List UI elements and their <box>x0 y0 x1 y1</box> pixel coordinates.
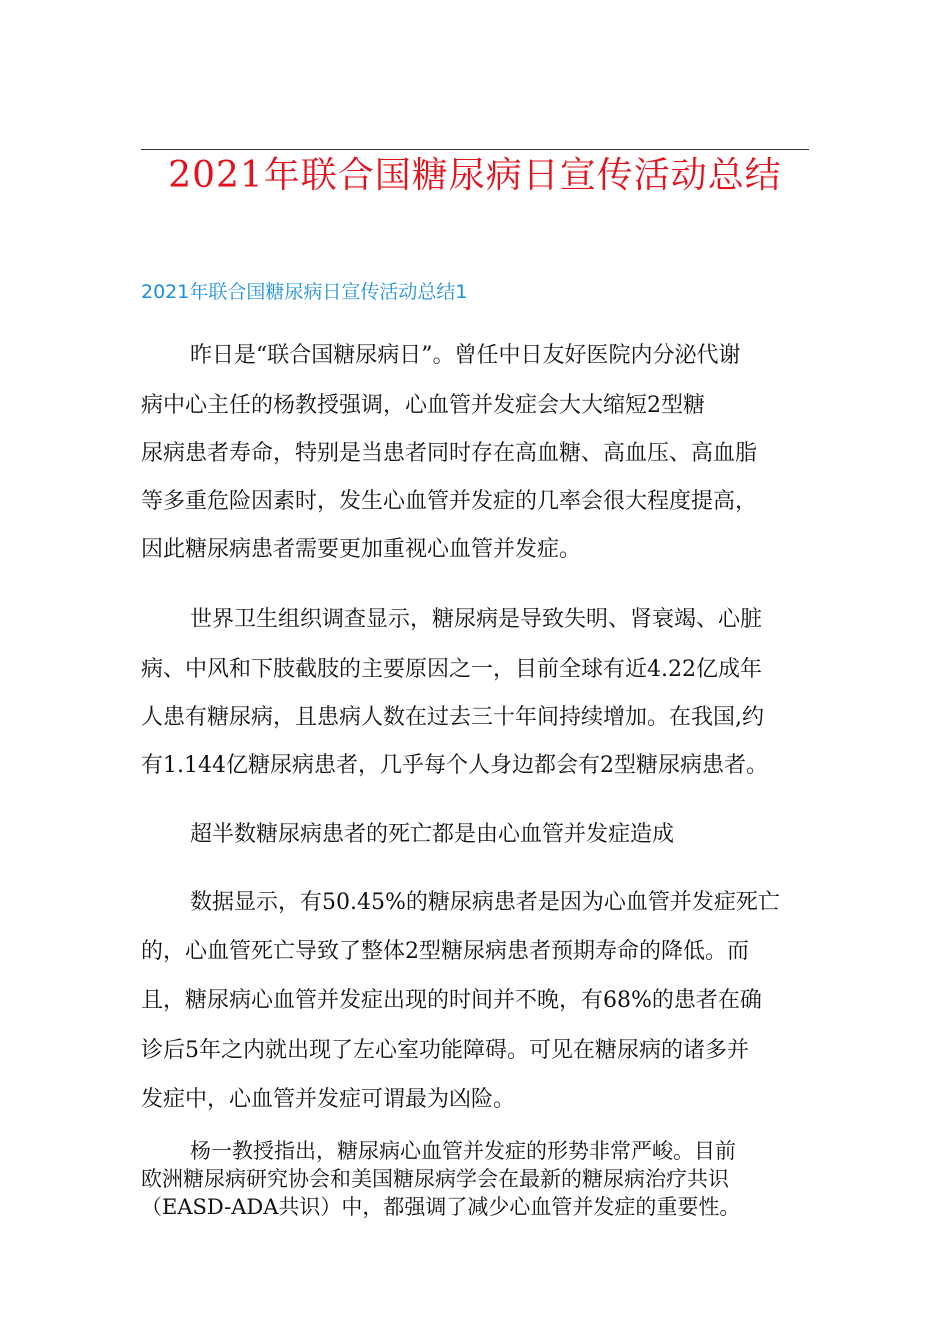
paragraph-line: 欧洲糖尿病研究协会和美国糖尿病学会在最新的糖尿病治疗共识 <box>141 1167 729 1191</box>
section-heading: 2021年联合国糖尿病日宣传活动总结1 <box>141 281 468 303</box>
paragraph-line: 且，糖尿病心血管并发症出现的时间并不晚，有68%的患者在确 <box>141 988 762 1013</box>
paragraph-line: 尿病患者寿命，特别是当患者同时存在高血糖、高血压、高血脂 <box>141 441 758 466</box>
paragraph-line: 病、中风和下肢截肢的主要原因之一，目前全球有近4.22亿成年 <box>141 657 762 682</box>
paragraph-line: 昨日是“联合国糖尿病日”。曾任中日友好医院内分泌代谢 <box>190 343 741 368</box>
paragraph-line: 的，心血管死亡导致了整体2型糖尿病患者预期寿命的降低。而 <box>141 939 749 964</box>
paragraph-line: 有1.144亿糖尿病患者，几乎每个人身边都会有2型糖尿病患者。 <box>141 753 768 778</box>
paragraph-line: 病中心主任的杨教授强调，心血管并发症会大大缩短2型糖 <box>141 393 705 418</box>
paragraph-line: 因此糖尿病患者需要更加重视心血管并发症。 <box>141 537 582 562</box>
paragraph-line: 杨一教授指出，糖尿病心血管并发症的形势非常严峻。目前 <box>190 1139 736 1163</box>
paragraph-line: （EASD-ADA共识）中，都强调了减少心血管并发症的重要性。 <box>141 1195 741 1219</box>
paragraph-line: 世界卫生组织调查显示，糖尿病是导致失明、肾衰竭、心脏 <box>190 607 763 632</box>
paragraph-line: 数据显示，有50.45%的糖尿病患者是因为心血管并发症死亡 <box>190 890 780 915</box>
document-title: 2021年联合国糖尿病日宣传活动总结 <box>168 155 782 196</box>
paragraph-line: 人患有糖尿病，且患病人数在过去三十年间持续增加。在我国,约 <box>141 705 764 730</box>
paragraph-line: 诊后5年之内就出现了左心室功能障碍。可见在糖尿病的诸多并 <box>141 1038 749 1063</box>
paragraph-line: 等多重危险因素时，发生心血管并发症的几率会很大程度提高， <box>141 489 758 514</box>
subheading: 超半数糖尿病患者的死亡都是由心血管并发症造成 <box>190 822 675 847</box>
paragraph-line: 发症中，心血管并发症可谓最为凶险。 <box>141 1087 516 1112</box>
